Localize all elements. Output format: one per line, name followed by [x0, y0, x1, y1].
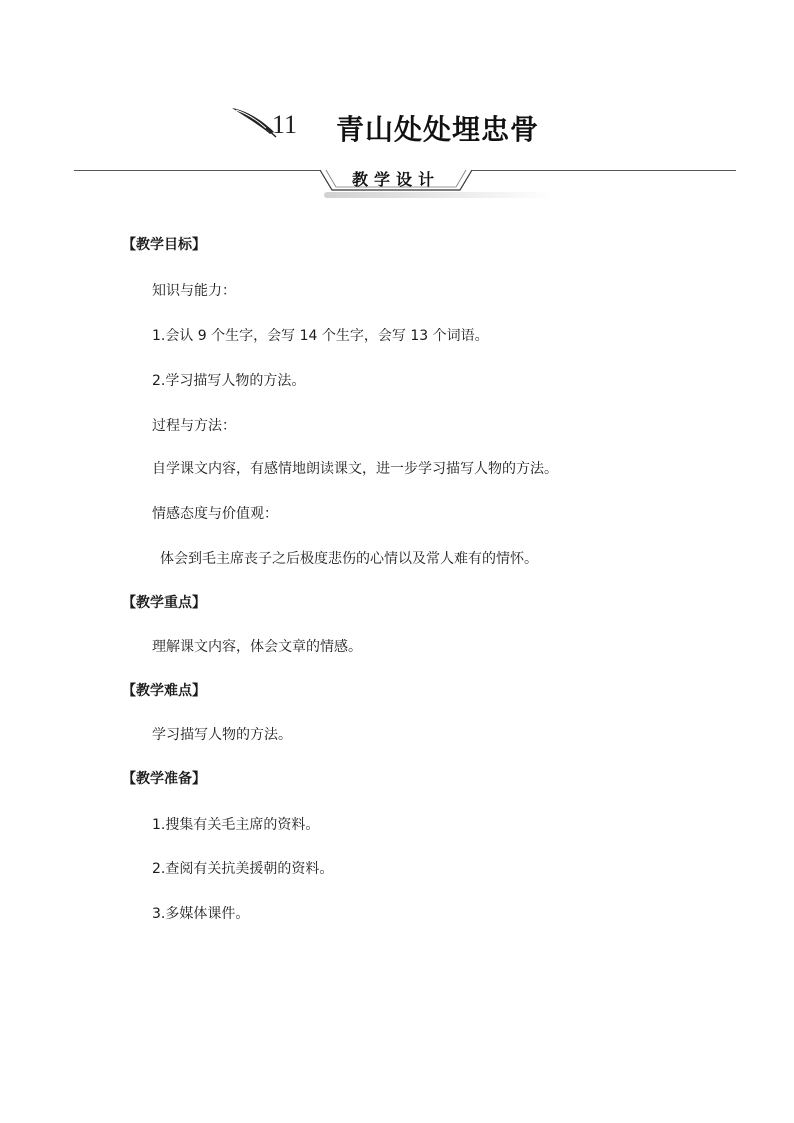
lesson-title: 青山处处埋忠骨: [336, 113, 540, 146]
process-text: 自学课文内容，有感情地朗读课文，进一步学习描写人物的方法。: [152, 461, 558, 477]
knowledge-item-1: 1.会认 9 个生字，会写 14 个生字，会写 13 个词语。: [152, 328, 489, 344]
list-item: 3.多媒体课件。: [152, 906, 250, 922]
banner-divider-left: [74, 170, 324, 171]
lesson-number: 11: [272, 110, 298, 139]
quill-pen-icon: [230, 104, 278, 138]
section-banner: [74, 160, 736, 202]
list-item: 1.搜集有关毛主席的资料。: [152, 817, 320, 833]
key-points-text: 理解课文内容，体会文章的情感。: [152, 639, 362, 655]
knowledge-item-2: 2.学习描写人物的方法。: [152, 373, 306, 389]
difficulties-heading: 【教学难点】: [122, 683, 206, 699]
banner-shadow: [324, 192, 554, 198]
emotion-label: 情感态度与价值观：: [152, 506, 278, 522]
emotion-text: 体会到毛主席丧子之后极度悲伤的心情以及常人难有的情怀。: [160, 551, 538, 567]
key-points-heading: 【教学重点】: [122, 595, 206, 611]
lesson-header: [0, 104, 794, 154]
preparation-heading: 【教学准备】: [122, 771, 206, 787]
banner-divider-right: [470, 170, 736, 171]
banner-label: 教学设计: [351, 170, 440, 189]
list-item: 2.查阅有关抗美援朝的资料。: [152, 861, 334, 877]
knowledge-label: 知识与能力：: [152, 283, 236, 299]
difficulties-text: 学习描写人物的方法。: [152, 727, 292, 743]
goals-heading: 【教学目标】: [122, 237, 206, 253]
process-label: 过程与方法：: [152, 418, 236, 434]
